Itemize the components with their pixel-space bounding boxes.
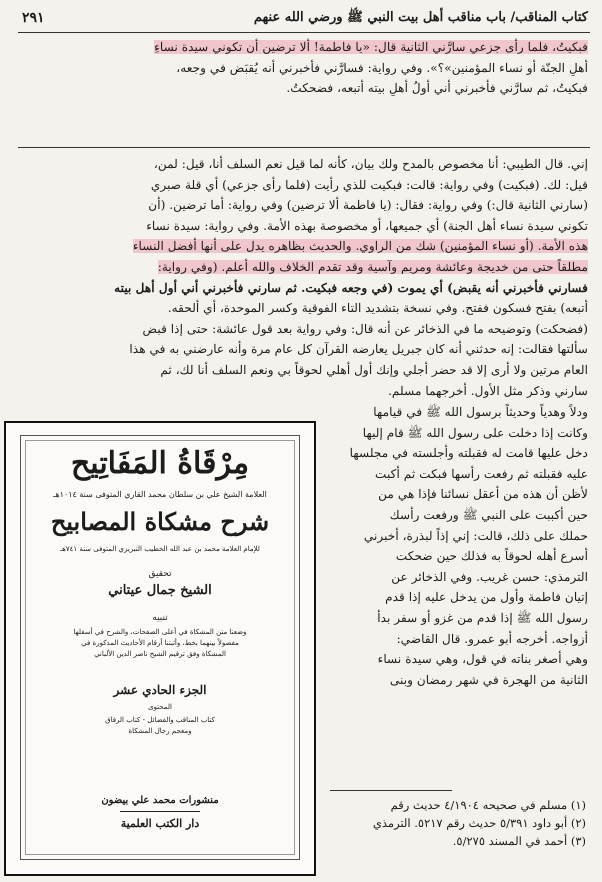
commentary-line: (سارني الثانية قال:) وفي رواية: فقال: (يا فاطمة ألا ترضين) وفي رواية: أما ترضين. (أن [148, 198, 588, 213]
footnote: (٢) أبو داود ٥/٣٩١ حديث رقم ٥٢١٧. الترمذي [372, 816, 586, 830]
publisher-name: دار الكتب العلمية [120, 817, 200, 830]
commentary-line: الثانية من الهجرة في شهر رمضان وبنى [389, 672, 588, 687]
hadith-line [20, 37, 588, 58]
commentary-line: سألتها فقالت: إنه حدثني أنه كان جبريل يعارضه القرآن كل عام مرة وأنه عارضني به في هذا [129, 342, 588, 357]
commentary-line: الترمذي: حسن غريب. وفي الذخائر عن [391, 569, 588, 584]
page-number: ٢٩١ [22, 10, 45, 26]
header-rule [18, 32, 590, 33]
cover-contents-line: ومعجم رجال المشكاة [128, 727, 192, 735]
cover-note-label: تنبيه [152, 613, 168, 623]
commentary-line: قيل: لك. (فبكيت) وفي رواية: قالت: فبكيت للذي رأيت (فلما رأى جزعي) أي قلة صبري [150, 177, 588, 192]
cover-author-line: العلامة الشيخ علي بن سلطان محمد القاري المتوفى سنة ١٠١٤هـ [53, 490, 267, 499]
commentary-text-highlighted: مطلقاً حتى من خديجة وعائشة ومريم وآسية وقد تقدم الخلاف والله أعلم. (وفي رواية: [157, 259, 588, 274]
cover-volume: الجزء الحادي عشر [113, 683, 207, 697]
commentary-line: إني. قال الطيبي: أنا مخصوص بالمدح ولك بيان، كأنه لما قيل نعم السلف أنا، قيل: لمن، [153, 157, 588, 171]
commentary-line: عليه فقبلته ثم رفعت رأسها فبكت ثم أكبت [375, 466, 588, 481]
commentary-line: وكانت إذا دخلت على رسول الله ﷺ قام إليها [362, 425, 588, 440]
footnote: (٣) أحمد في المسند ٥/٢٧٥. [452, 834, 586, 848]
matn-separator-rule [18, 147, 590, 148]
cover-note-line: المشكاة وفق ترقيم الشيخ ناصر الدين الألباني [94, 650, 226, 658]
hadith-text-highlighted: فبكيتُ، فلما رأى جزعي سارَّني الثانية قال: «يا فاطمة! ألا ترضين أن تكوني سيدة نساءِ [154, 40, 588, 54]
hadith-block [20, 37, 588, 99]
commentary-line: وهي أصغر بناته في قول، وهي سيدة نساء [377, 652, 588, 667]
commentary-line: أتبعه) بفتح فسكون ففتح. وفي نسخة بتشديد التاء الفوقية وكسر الموحدة، أي ألحقه. [167, 301, 588, 316]
cover-imam-line: للإمام العلامة محمد بن عبد الله الخطيب التبريزي المتوفى سنة ٧٤١هـ [60, 545, 260, 553]
book-cover-inset [4, 421, 316, 876]
footnotes [330, 796, 586, 850]
commentary-line: تكوني سيدة نساء أهل الجنة) أي جميعها، أو مخصوصة بهذه الأمة. وفي رواية: سيدة نساء [146, 218, 588, 233]
cover-note-line: مفصولاً بينهما بخط، وأثبتنا أرقام الأحاديث المذكورة في [81, 639, 239, 647]
cover-note [6, 627, 314, 660]
commentary-line: حين أكببت على النبي ﷺ ورفعت رأسك [389, 507, 588, 522]
commentary-line: (فضحكت) وتوضيحه ما في الذخائر عن أنه قال: وفي رواية بعد قول عائشة: حتى إذا قبض [142, 321, 588, 336]
commentary-line: أسرع أهله لحوقاً به فذلك حين ضحكت [395, 549, 588, 564]
commentary-block [20, 154, 588, 401]
publisher-divider [6, 811, 314, 812]
commentary-text-highlighted: هذه الأمة. (أو نساء المؤمنين) شك من الراوي. والحديث بظاهره يدل على أنها أفضل النساء [132, 239, 588, 254]
cover-title: مِرْقَاةُ المَفَاتِيح [70, 446, 250, 481]
running-title: كتاب المناقب/ باب مناقب أهل بيت النبي ﷺ ورضي الله عنهم [253, 9, 588, 25]
page-header [22, 6, 588, 30]
hadith-text: أهلِ الجنّة أو نساء المؤمنين»؟». وفي رواية: فسارَّني فأخبرني أنه يُقبَض في وجعه، [176, 60, 588, 75]
cover-editor: الشيخ جمال عيتاني [108, 583, 212, 598]
commentary-line: فسارني فأخبرني أنه يقبض) أي يموت (في وجعه فبكيت. ثم سارني فأخبرني أني أول أهل بيته [114, 280, 588, 295]
publisher-logo: منشورات محمد علي بيضون [101, 795, 219, 806]
hadith-line [20, 58, 588, 79]
footnote-rule [330, 790, 452, 791]
commentary-line: ودلاً وهدياً وحديثاً برسول الله ﷺ في قيامها [373, 405, 588, 419]
cover-note-line: وضعنا متن المشكاة في أعلى الصفحات، والشرح في أسفلها [73, 628, 247, 636]
commentary-line [20, 257, 588, 278]
commentary-line: العام مرتين ولا أرى إلا قد حضر أجلي وإنك أول أهلي لحوقاً بي ونعم السلف أنا لك، ثم [160, 362, 588, 377]
hadith-text: فبكيتُ، ثم سارَّني فأخبرني أني أولُ أهلِ بيته أتبعه، فضحكتُ. [286, 81, 588, 96]
commentary-line: رسول الله ﷺ إذا قدم من غزو أو سفر بدأ [377, 610, 588, 625]
footnote: (١) مسلم في صحيحه ٤/١٩٠٤ حديث رقم [390, 798, 586, 812]
commentary-line: إتيان فاطمة وأول من يدخل عليه إذا قدم [385, 590, 588, 605]
commentary-line: حملك على ذلك، قالت: إني إذاً لبذرة، أخبرني [363, 528, 588, 543]
cover-contents-line: كتاب المناقب والفضائل - كتاب الرقاق [105, 716, 215, 724]
commentary-right-column [326, 402, 588, 690]
cover-contents-label: المحتوى [148, 703, 172, 711]
cover-subtitle: شرح مشكاة المصابيح [50, 507, 270, 536]
cover-tahqiq-label: تحقيق [148, 569, 172, 579]
commentary-line: دخل عليها قامت له فقبلته وأجلسته في مجلسها [349, 446, 588, 461]
commentary-line: سارني وذكر مثل الأول. أخرجهما مسلم. [388, 383, 588, 398]
commentary-line: لأظن أن هذه من أعقل نسائنا فإذا هي من [378, 487, 588, 502]
commentary-line: أزواجه. أخرجه أبو عمرو. قال القاضي: [396, 631, 588, 646]
hadith-line [20, 78, 588, 99]
cover-contents [6, 715, 314, 737]
commentary-line [20, 236, 588, 257]
